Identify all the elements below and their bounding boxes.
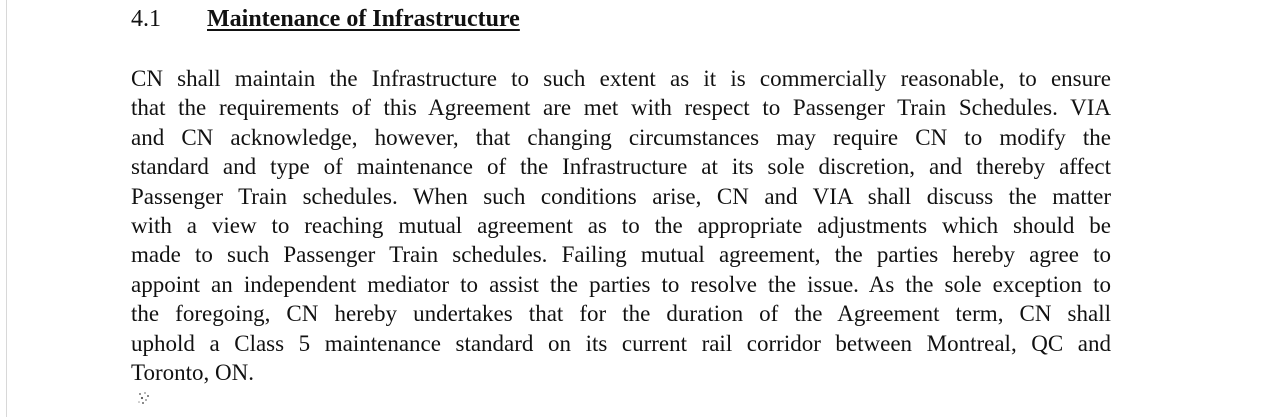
paragraph-line: and CN acknowledge, however, that changing circumstances may require CN to modify the: [131, 124, 1111, 150]
section-heading: [131, 4, 520, 34]
paragraph-line: appoint an independent mediator to assist the parties to resolve the issue. As the sole exception to: [131, 271, 1111, 297]
paragraph-line: CN shall maintain the Infrastructure to such extent as it is commercially reasonable, to ensure: [131, 66, 1111, 91]
paragraph-line: that the requirements of this Agreement are met with respect to Passenger Train Schedules. VIA: [131, 95, 1111, 121]
paragraph-line: Toronto, ON.: [131, 359, 254, 385]
section-body-paragraph: [131, 64, 1111, 387]
paragraph-line: standard and type of maintenance of the Infrastructure at its sole discretion, and thereby affect: [131, 154, 1111, 180]
paragraph-line: uphold a Class 5 maintenance standard on its current rail corridor between Montreal, QC and: [131, 330, 1111, 356]
page-edge-line: [6, 0, 7, 417]
scan-speck-mark: [137, 391, 151, 405]
paragraph-line: made to such Passenger Train schedules. Failing mutual agreement, the parties hereby agree to: [131, 242, 1111, 268]
paragraph-line: Passenger Train schedules. When such conditions arise, CN and VIA shall discuss the matter: [131, 183, 1111, 209]
paragraph-line: with a view to reaching mutual agreement as to the appropriate adjustments which should be: [131, 212, 1111, 238]
section-number: 4.1: [131, 6, 161, 32]
section-title: Maintenance of Infrastructure: [207, 6, 520, 32]
paragraph-line: the foregoing, CN hereby undertakes that for the duration of the Agreement term, CN shall: [131, 301, 1111, 327]
